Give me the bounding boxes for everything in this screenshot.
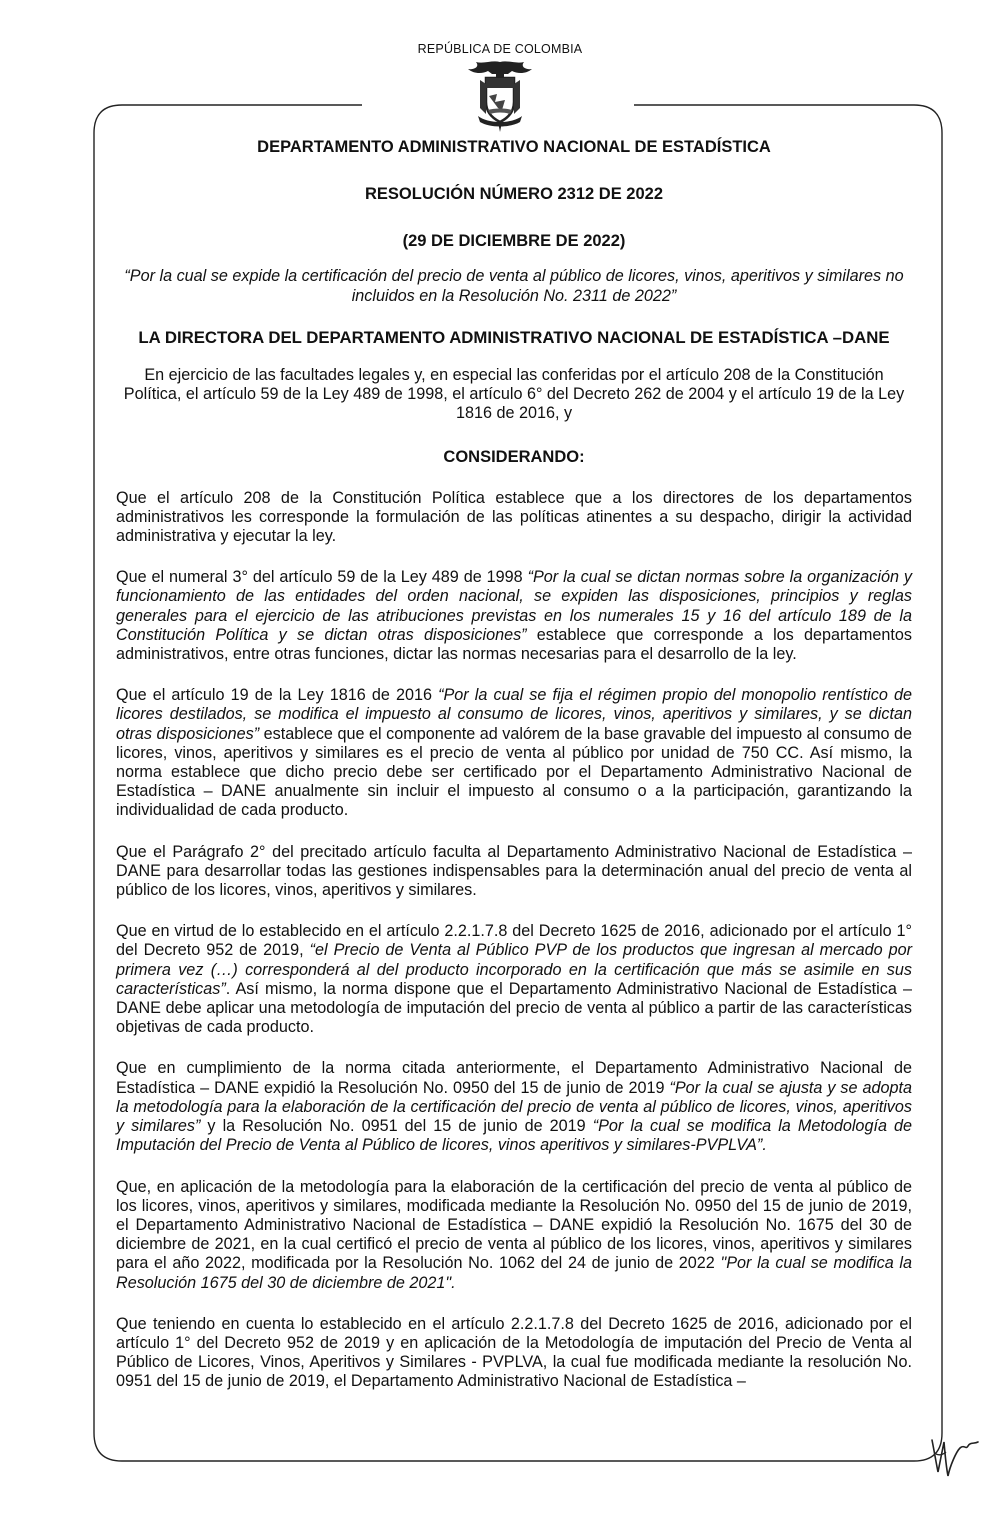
document-body [116,138,912,1392]
paragraph-3 [116,686,912,820]
paragraph-5-quote: “el Precio de Venta al Público PVP de los productos que ingresan al mercado por primera vez (…) corresponderá al del producto incorporado en la certificación que más se asimile en sus características” [116,941,913,998]
paragraph-6 [116,1059,912,1155]
republic-heading: REPÚBLICA DE COLOMBIA [417,42,583,56]
paragraph-8: Que teniendo en cuenta lo establecido en el artículo 2.2.1.7.8 del Decreto 1625 de 2016, adicionado por el artículo 1° del Decreto 952 de 2019 y en aplicación de la Metodología de imputación del Precio de Venta al Público de Licores, Vinos, Aperitivos y Similares - PVPLVA, la cual fue modificada mediante la resolución No. 0951 del 15 de junio de 2019, el Departamento Administrativo Nacional de Estadística – [116,1314,912,1391]
paragraph-6-quote-1: “Por la cual se ajusta y se adopta la metodología para la elaboración de la certificación del precio de venta al público de licores, vinos, aperitivos y similares” [116,1078,912,1136]
paragraph-5-text-end: . Así mismo, la norma dispone que el Departamento Administrativo Nacional de Estadística – DANE debe aplicar una metodología de imputación del precio de venta al público a partir de las características objetivas de cada producto. [116,979,912,1037]
paragraph-5 [116,922,912,1037]
paragraph-3-text-end: establece que el componente ad valórem de la base gravable del impuesto al consumo de licores, vinos, aperitivos y similares es el precio de venta al público por unidad de 750 CC. Así mismo, la norma establece que dicho precio debe ser certificado por el Departamento Administrativo Nacional de Estadística – DANE anualmente sin incluir el impuesto al consumo o a la participación, garantizando la individualidad de cada producto. [116,724,912,820]
resolution-number: RESOLUCIÓN NÚMERO 2312 DE 2022 [364,185,663,203]
powers-paragraph: En ejercicio de las facultades legales y, en especial las conferidas por el artículo 208 de la Constitución Política, el artículo 59 de la Ley 489 de 1998, el artículo 6° del Decreto 262 de 2004 y el artículo 19 de la Ley 1816 de 2016, y [123,366,905,423]
paragraph-2-text: Que el numeral 3° del artículo 59 de la Ley 489 de 1998 [116,568,528,587]
paragraph-5-text: Que en virtud de lo establecido en el artículo 2.2.1.7.8 del Decreto 1625 de 2016, adicionado por el artículo 1° del Decreto 952 de 2019, [116,922,912,960]
paragraph-2-text-end: establece que corresponde a los departamentos administrativos, entre otras funciones, dictar las normas necesarias para el desarrollo de la ley. [116,625,912,664]
paragraph-2-quote: “Por la cual se dictan normas sobre la organización y funcionamiento de las entidades del orden nacional, se expiden las disposiciones, principios y reglas generales para el ejercicio de las atribuciones previstas en los numerales 15 y 16 del artículo 189 de la Constitución Política y se dictan otras disposiciones” [116,568,912,644]
resolution-subject: “Por la cual se expide la certificación del precio de venta al público de licores, vinos, aperitivos y similares no incluidos en la Resolución No. 2311 de 2022” [124,267,904,305]
director-heading: LA DIRECTORA DEL DEPARTAMENTO ADMINISTRATIVO NACIONAL DE ESTADÍSTICA –DANE [138,328,890,347]
paragraph-7-text: Que, en aplicación de la metodología para la elaboración de la certificación del precio de venta al público de los licores, vinos, aperitivos y similares, modificada mediante la Resolución No. 0950 del 15 de junio de 2019, el Departamento Administrativo Nacional de Estadística – DANE expidió la Resolución No. 1675 del 30 de diciembre de 2021, en la cual certificó el precio de venta al público de los licores, vinos, aperitivos y similares para el año 2022, modificada por la Resolución No. 1062 del 24 de junio de 2022 [116,1177,912,1273]
resolution-date: (29 DE DICIEMBRE DE 2022) [402,232,626,250]
considerando-heading: CONSIDERANDO: [443,447,585,466]
paragraph-1: Que el artículo 208 de la Constitución Política establece que a los directores de los departamentos administrativos les corresponde la formulación de las políticas atinentes a su despacho, dirigir la actividad administrativa y ejecutar la ley. [116,488,912,546]
paragraph-6-text: Que en cumplimiento de la norma citada anteriormente, el Departamento Administrativo Nacional de Estadística – DANE expidió la Resolución No. 0950 del 15 de junio de 2019 [116,1059,912,1097]
paragraph-2 [116,568,912,664]
paragraph-6-text-mid: y la Resolución No. 0951 del 15 de junio de 2019 [200,1117,593,1136]
paragraph-6-quote-2: “Por la cual se modifica la Metodología de Imputación del Precio de Venta al Público de licores, vinos aperitivos y similares-PVPLVA”. [116,1117,912,1155]
paragraph-7-quote: "Por la cual se modifica la Resolución 1675 del 30 de diciembre de 2021". [116,1254,912,1292]
handwritten-initials-icon [926,1432,982,1480]
department-title: DEPARTAMENTO ADMINISTRATIVO NACIONAL DE ESTADÍSTICA [257,138,771,156]
paragraph-4: Que el Parágrafo 2° del precitado artículo faculta al Departamento Administrativo Nacional de Estadística – DANE para desarrollar todas las gestiones indispensables para la determinación anual del precio de venta al público de los licores, vinos, aperitivos y similares. [116,842,912,900]
paragraph-3-quote: “Por la cual se fija el régimen propio del monopolio rentístico de licores destilados, se modifica el impuesto al consumo de licores, vinos, aperitivos y similares, y se dictan otras disposiciones” [116,686,912,743]
paragraph-7 [116,1178,912,1293]
paragraph-3-text: Que el artículo 19 de la Ley 1816 de 2016 [116,686,439,705]
